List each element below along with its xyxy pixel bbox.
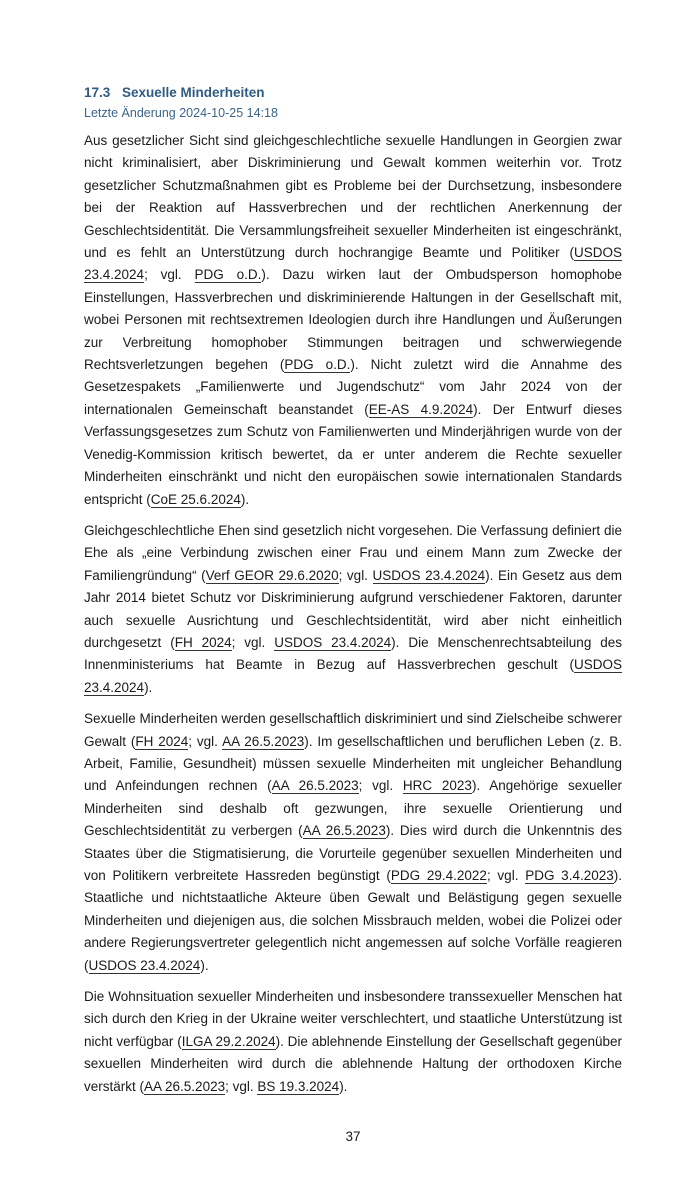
paragraph-text: ; vgl. xyxy=(231,634,275,650)
section-title: Sexuelle Minderheiten xyxy=(122,85,265,100)
paragraph xyxy=(84,986,622,1098)
source-link[interactable]: PDG o.D. xyxy=(194,267,262,283)
source-link[interactable]: USDOS 23.4.2024 xyxy=(84,245,622,283)
paragraph-text: ; vgl. xyxy=(188,733,223,749)
paragraph-text: ; vgl. xyxy=(225,1078,258,1094)
source-link[interactable]: USDOS 23.4.2024 xyxy=(372,567,486,583)
paragraph xyxy=(84,520,622,699)
source-link[interactable]: AA 26.5.2023 xyxy=(222,733,305,749)
source-link[interactable]: ILGA 29.2.2024 xyxy=(181,1033,276,1049)
source-link[interactable]: FH 2024 xyxy=(135,733,189,749)
source-link[interactable]: BS 19.3.2024 xyxy=(257,1078,340,1094)
paragraph-text: Die Wohnsituation sexueller Minderheiten und insbesondere transsexueller Menschen hat sich durch den Krieg in der Ukraine weiter verschlechtert, und staatliche Unterstützung ist nicht verfügbar ( xyxy=(84,989,622,1049)
paragraph-text: ; vgl. xyxy=(338,567,373,583)
paragraph-text: ; vgl. xyxy=(358,778,403,794)
source-link[interactable]: USDOS 23.4.2024 xyxy=(274,634,392,650)
paragraph-text: Gleichgeschlechtliche Ehen sind gesetzlich nicht vorgesehen. Die Verfassung definiert die Ehe als „eine Verbindung zwischen einer Frau und einem Mann zum Zwecke der Familiengründung“ ( xyxy=(84,522,622,583)
paragraph-text: ). xyxy=(240,491,250,507)
source-link[interactable]: PDG 29.4.2022 xyxy=(390,868,487,883)
source-link[interactable]: PDG 3.4.2023 xyxy=(525,868,614,883)
last-change: Letzte Änderung 2024-10-25 14:18 xyxy=(84,106,278,120)
paragraph xyxy=(84,708,622,977)
source-link[interactable]: AA 26.5.2023 xyxy=(271,778,359,794)
source-link[interactable]: USDOS 23.4.2024 xyxy=(88,957,201,973)
source-link[interactable]: HRC 2023 xyxy=(402,778,472,794)
source-link[interactable]: EE-AS 4.9.2024 xyxy=(368,401,474,417)
source-link[interactable]: AA 26.5.2023 xyxy=(302,823,386,839)
section-number: 17.3 xyxy=(84,85,111,100)
source-link[interactable]: FH 2024 xyxy=(174,634,232,650)
source-link[interactable]: PDG o.D. xyxy=(284,357,351,373)
section-heading xyxy=(84,84,622,102)
paragraph-text: ). Ein Gesetz aus dem Jahr 2014 bietet Schutz vor Diskriminierung aufgrund verschiedener Faktoren, darunter auch sexuelle Ausrichtung und Geschlechtsidentität, wird aber nicht einheitlich durchgesetzt ( xyxy=(84,567,622,650)
paragraph-text: ). Der Entwurf dieses Verfassungsgesetzes zum Schutz von Familienwerten und Minderjährigen wurde von der Venedig-Kommission kritisch bewertet, da er unter anderem die Rechte sexueller Minderheiten einschränkt und nicht den europäischen sowie internationalen Standards entspricht ( xyxy=(84,401,622,507)
source-link[interactable]: USDOS 23.4.2024 xyxy=(84,657,622,695)
paragraph-text: ; vgl. xyxy=(144,267,195,283)
paragraph xyxy=(84,130,622,511)
body-text xyxy=(84,130,622,1098)
paragraph-text: ). Im gesellschaftlichen und beruflichen Leben (z. B. Arbeit, Familie, Gesundheit) müssen sexuelle Minderheiten mit ungleicher Behandlung und Anfeindungen rechnen ( xyxy=(84,733,623,794)
paragraph-text: ). Staatliche und nichtstaatliche Akteure üben Gewalt und Belästigung gegen sexuelle Minderheiten und diejenigen aus, die solchen Missbrauch melden, wobei die Polizei oder andere Regierungsvertreter gelegentlich nicht angemessen auf solche Vorfälle reagieren ( xyxy=(84,868,622,973)
paragraph-text: ). Dazu wirken laut der Ombudsperson homophobe Einstellungen, Hassverbrechen und diskriminierende Haltungen in der Gesellschaft mit, wobei Personen mit rechtsextremen Ideologien durch ihre Handlungen und Äußerungen zur Verbreitung homophober Stimmungen beitragen und schwerwiegende Rechtsverletzungen begehen ( xyxy=(84,267,623,373)
source-link[interactable]: AA 26.5.2023 xyxy=(144,1078,226,1094)
paragraph-text: Sexuelle Minderheiten werden gesellschaftlich diskriminiert und sind Zielscheibe schwerer Gewalt ( xyxy=(84,711,623,749)
paragraph-text: ). Die ablehnende Einstellung der Gesellschaft gegenüber sexuellen Minderheiten wird durch die ablehnende Haltung der orthodoxen Kirche verstärkt ( xyxy=(84,1033,623,1094)
paragraph-text: ). xyxy=(144,679,153,695)
source-link[interactable]: CoE 25.6.2024 xyxy=(150,491,241,507)
paragraph-text: ). Dies wird durch die Unkenntnis des Staates über die Stigmatisierung, die Vorurteile gegenüber sexuellen Minderheiten und von Politikern verbreitete Hassreden begünstigt ( xyxy=(84,823,622,883)
paragraph-text: Aus gesetzlicher Sicht sind gleichgeschlechtliche sexuelle Handlungen in Georgien zwar nicht kriminalisiert, aber Diskriminierung und Gewalt kommen weiterhin vor. Trotz gesetzlicher Schutzmaßnahmen gibt es Probleme bei der Durchsetzung, insbesondere bei der Reaktion auf Hassverbrechen und der rechtlichen Anerkennung der Geschlechtsidentität. Die Versammlungsfreiheit sexueller Minderheiten ist eingeschränkt, und es fehlt an Unterstützung durch hochrangige Beamte und Politiker ( xyxy=(84,133,622,261)
paragraph-text: ; vgl. xyxy=(486,868,526,883)
paragraph-text: ). Angehörige sexueller Minderheiten sind deshalb oft gezwungen, ihre sexuelle Orientierung und Geschlechtsidentität zu verbergen ( xyxy=(84,778,623,839)
paragraph-text: ). xyxy=(200,957,209,973)
paragraph-text: ). Nicht zuletzt wird die Annahme des Gesetzespakets „Familienwerte und Jugendschutz“ vom Jahr 2024 von der internationalen Gemeinschaft beanstandet ( xyxy=(84,357,622,417)
paragraph-text: ). xyxy=(339,1078,348,1094)
page-number: 37 xyxy=(345,1129,361,1145)
source-link[interactable]: Verf GEOR 29.6.2020 xyxy=(205,567,339,583)
paragraph-text: ). Die Menschenrechtsabteilung des Innenministeriums hat Beamte in Bezug auf Hassverbrechen geschult ( xyxy=(84,634,622,673)
